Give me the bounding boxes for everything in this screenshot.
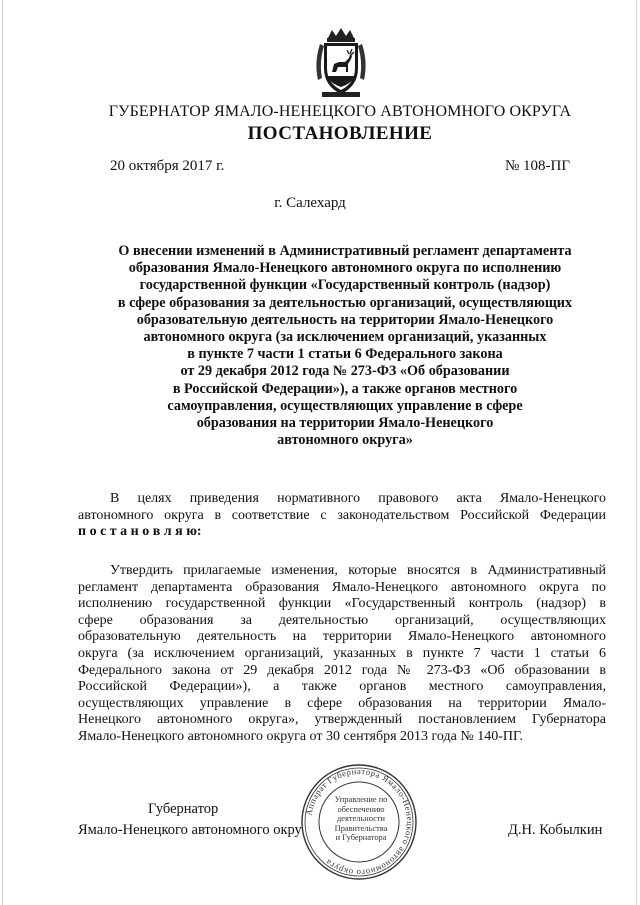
body-line: Утвердить прилагаемые изменения, которые вносятся в Административный bbox=[110, 563, 606, 578]
body-line: Российской Федерации»), а также органов местного самоуправления, bbox=[78, 679, 606, 695]
title-line: самоуправления, осуществляющих управление в сфере bbox=[167, 397, 523, 414]
title-line: автономного округа» bbox=[277, 432, 413, 449]
body-line: Федерального закона от 29 декабря 2012 года № 273-ФЗ «Об образовании в bbox=[78, 662, 606, 678]
stamp-line: обеспечению bbox=[337, 804, 385, 814]
stamp-line: и Губернатора bbox=[335, 833, 387, 843]
governor-header: ГУБЕРНАТОР ЯМАЛО-НЕНЕЦКОГО АВТОНОМНОГО ОКРУГА bbox=[108, 103, 572, 120]
signatory-name: Д.Н. Кобылкин bbox=[508, 822, 603, 838]
stamp-inner-text bbox=[330, 795, 392, 843]
yanao-coat-of-arms-icon bbox=[312, 28, 370, 100]
document-city: г. Салехард bbox=[274, 195, 346, 211]
title-line: образования Ямало-Ненецкого автономного округа по исполнению bbox=[128, 260, 562, 277]
title-line: О внесении изменений в Административный регламент департамента bbox=[118, 243, 572, 259]
document-date: 20 октября 2017 г. bbox=[110, 158, 225, 174]
stamp-ring-text: Аппарат Губернатора Ямало-Ненецкого автономного округа bbox=[303, 765, 416, 879]
stamp-line: Правительства bbox=[334, 823, 388, 833]
decree-word: п о с т а н о в л я ю: bbox=[78, 524, 202, 540]
body-line: осуществляющих управление в сфере образования на территории Ямало- bbox=[78, 695, 606, 711]
body-line: регламент департамента образования Ямало-Ненецкого автономного округа по bbox=[78, 579, 606, 595]
document-type-title: ПОСТАНОВЛЕНИЕ bbox=[247, 123, 433, 144]
title-line: в сфере образования за деятельностью организаций, осуществляющих bbox=[117, 294, 573, 311]
title-line: образования на территории Ямало-Ненецкого bbox=[196, 415, 494, 432]
preamble-line: автономного округа в соответствие с законодательством Российской Федерации bbox=[78, 507, 606, 523]
body-line: исполнению государственной функции «Государственный контроль (надзор) в bbox=[78, 596, 606, 612]
title-line: в Российской Федерации»), а также органов местного bbox=[172, 380, 518, 397]
signature-subtitle: Ямало-Ненецкого автономного окру bbox=[78, 822, 302, 838]
body-line: Ненецкого автономного округа», утвержденный постановлением Губернатора bbox=[78, 712, 606, 728]
preamble-paragraph bbox=[78, 491, 606, 541]
document-title bbox=[95, 243, 595, 449]
title-line: автономного округа (за исключением организаций, указанных bbox=[143, 329, 547, 346]
preamble-line: В целях приведения нормативного правового акта Ямало-Ненецкого bbox=[110, 491, 606, 506]
body-line: Ямало-Ненецкого автономного округа от 30 сентября 2013 года № 140-ПГ. bbox=[78, 728, 523, 744]
body-paragraph bbox=[78, 563, 606, 746]
title-line: государственной функции «Государственный контроль (надзор) bbox=[139, 277, 551, 294]
document-number: № 108-ПГ bbox=[505, 158, 571, 174]
body-line: образовательную деятельность на территории Ямало-Ненецкого автономного bbox=[78, 629, 606, 645]
title-line: образовательную деятельность на территории Ямало-Ненецкого bbox=[136, 311, 554, 328]
stamp-line: деятельности bbox=[337, 814, 385, 824]
title-line: от 29 декабря 2012 года № 273-ФЗ «Об образовании bbox=[180, 363, 510, 380]
scan-edge-left bbox=[2, 0, 3, 905]
body-line: округа (за исключением организаций, указанных в пункте 7 части 1 статьи 6 bbox=[78, 645, 606, 661]
stamp-line: Управление по bbox=[334, 795, 388, 804]
scan-edge-right bbox=[636, 0, 637, 905]
signature-title: Губернатор bbox=[148, 801, 219, 817]
body-line: сфере образования за деятельностью организаций, осуществляющих bbox=[78, 612, 606, 628]
title-line: в пункте 7 части 1 статьи 6 Федерального закона bbox=[187, 346, 503, 363]
